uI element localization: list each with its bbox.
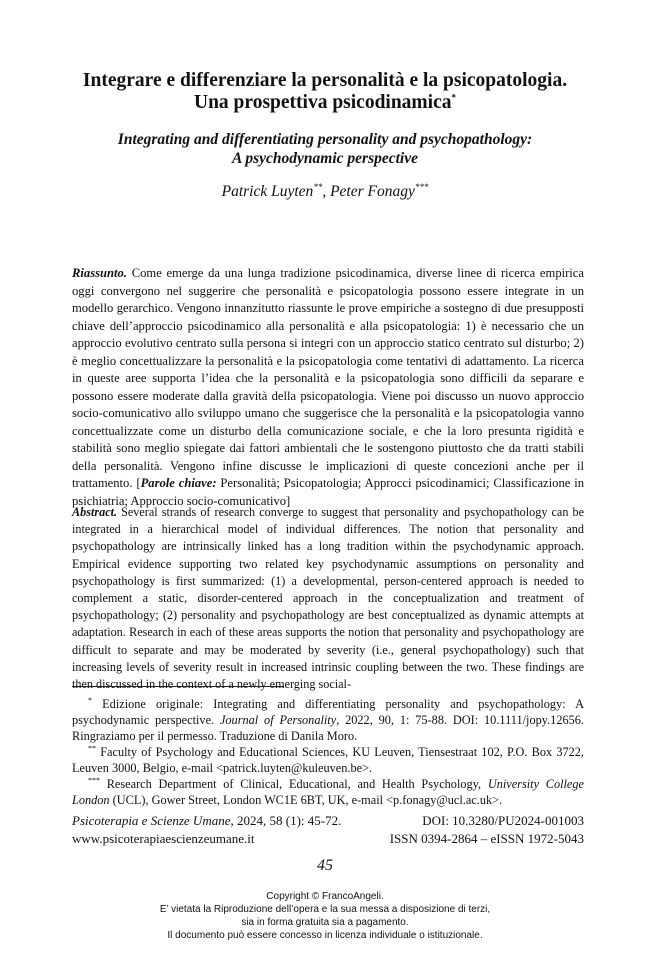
title-en-line-2: A psychodynamic perspective: [232, 150, 418, 167]
abstract-paragraph: [72, 504, 584, 693]
copyright-line-1: Copyright © FrancoAngeli.: [266, 891, 384, 902]
journal-name: Psicoterapia e Scienze Umane: [72, 813, 231, 828]
copyright-line-2: E’ vietata la Riproduzione dell’opera e la sua messa a disposizione di terzi,: [159, 904, 491, 915]
author-fonagy-mark: ***: [414, 181, 429, 192]
riassunto-heading: Riassunto.: [72, 266, 127, 280]
footnote-2-mark: **: [88, 743, 96, 753]
footnotes: [72, 696, 584, 808]
author-luyten: Patrick Luyten: [221, 183, 314, 200]
abstract-text: Several strands of research converge to suggest that personality and psychopathology can be integrated in a hierarchical model of individual differences. The notion that personality and psychopathology are intrinsically linked has a long tradition within the psychodynamic approach. Empirical evidence supporting two related key psychodynamic assumptions on personality and psychopathology is first summarized: (1) a developmental, person-centered approach is needed to complement a static, disorder-centered approach in the conceptualization and treatment of psychopathology; (2) personality and psychopathology are best conceptualized as dynamic attempts at adaptation. Research in each of these areas supports the notion that personality and psychopathology are difficult to separate and may be moderated by severity (i.e., general psychopathology) such that increasing levels of severity result in increased intrinsic coupling between the two. These findings are then discussed in the context of a newly emerging social-: [72, 505, 585, 692]
article-title-english: [40, 130, 610, 168]
copyright-line-4: Il documento può essere concesso in licenza individuale o istituzionale.: [167, 930, 483, 941]
footnote-3-institution: University College London: [72, 777, 584, 807]
footnote-2: [72, 744, 584, 776]
footnote-1-mark: *: [88, 695, 92, 705]
article-title-italian: [40, 70, 610, 114]
footnote-3-mark: ***: [88, 775, 100, 785]
title-it-line-1: Integrare e differenziare la personalità e la psicopatologia.: [82, 70, 568, 91]
keywords-heading: Parole chiave:: [140, 476, 217, 490]
riassunto-text: Come emerge da una lunga tradizione psicodinamica, diverse linee di ricerca empirica oggi convergono nel suggerire che personalità e psicopatologia possono essere integrate in un modello gerarchico. Vengono innanzitutto riassunte le prove empiriche a sostegno di due presupposti chiave dell’approccio psicodinamico alla personalità e alla psicopatologia: 1) è necessario che un approccio evolutivo centrato sulla persona si integri con un approccio statico centrato sul disturbo; 2) è meglio concettualizzare la personalità e la psicopatologia come tentativi di adattamento. La ricerca in queste aree supporta l’idea che la personalità e la psicopatologia sono difficili da separare e possono essere moderate dalla gravità della psicopatologia. Viene poi discusso un nuovo approccio socio-comunicativo allo sviluppo umano che suggerisce che la personalità e la psicopatologia vanno concettualizzate come un disturbo della comunicazione sociale, e che la loro presunta rigidità e stabilità sono meglio spiegate dai fattori ambientali che le sostengono piuttosto che da tratti stabili della personalità. Vengono infine discusse le implicazioni di queste concezioni anche per il trattamento. [: [72, 266, 584, 490]
copyright-line-3: sia in forma gratuita sia a pagamento.: [241, 917, 409, 928]
footnote-2-text: Faculty of Psychology and Educational Sciences, KU Leuven, Tiensestraat 102, P.O. Box 3722, Leuven 3000, Belgio, e-mail <patrick.luyten@kuleuven.be>.: [72, 745, 585, 775]
title-it-line-2: Una prospettiva psicodinamica: [194, 92, 452, 113]
authors-line: [40, 182, 610, 202]
footnote-3-text: Research Department of Clinical, Educational, and Health Psychology,: [106, 777, 488, 791]
journal-citation: [72, 812, 341, 829]
riassunto-paragraph: [72, 265, 584, 510]
title-footnote-mark: *: [451, 92, 456, 103]
journal-website: www.psicoterapiaescienzeumane.it: [72, 831, 255, 846]
footnote-1-text-end: , 2022, 90, 1: 75-88. DOI: 10.1111/jopy.12656. Ringraziamo per il permesso. Traduzione di Danila Moro.: [72, 713, 584, 743]
author-luyten-mark: **: [313, 181, 323, 192]
footnote-1-journal: Journal of Personality: [219, 713, 337, 727]
author-separator: ,: [322, 183, 331, 200]
journal-issn: ISSN 0394-2864 – eISSN 1972-5043: [389, 831, 584, 846]
title-en-line-1: Integrating and differentiating personality and psychopathology:: [117, 131, 533, 148]
page-number: 45: [317, 857, 333, 874]
abstract-heading: Abstract.: [72, 505, 118, 519]
author-fonagy: Peter Fonagy: [330, 183, 415, 200]
footnote-1-text: Edizione originale: Integrating and differentiating personality and psychopathology: A psychodynamic perspective.: [72, 697, 584, 727]
footnote-divider: [72, 686, 284, 687]
keywords-text: Personalità; Psicopatologia; Approcci psicodinamici; Classificazione in psichiatria; Approccio socio-comunicativo]: [72, 476, 585, 508]
footnote-3: [72, 776, 584, 808]
copyright-notice: [0, 890, 650, 942]
journal-doi: DOI: 10.3280/PU2024-001003: [422, 813, 584, 828]
journal-issue: , 2024, 58 (1): 45-72.: [230, 813, 342, 828]
footnote-1: [72, 696, 584, 744]
footnote-3-text-end: (UCL), Gower Street, London WC1E 6BT, UK, e-mail <p.fonagy@ucl.ac.uk>.: [109, 793, 503, 807]
